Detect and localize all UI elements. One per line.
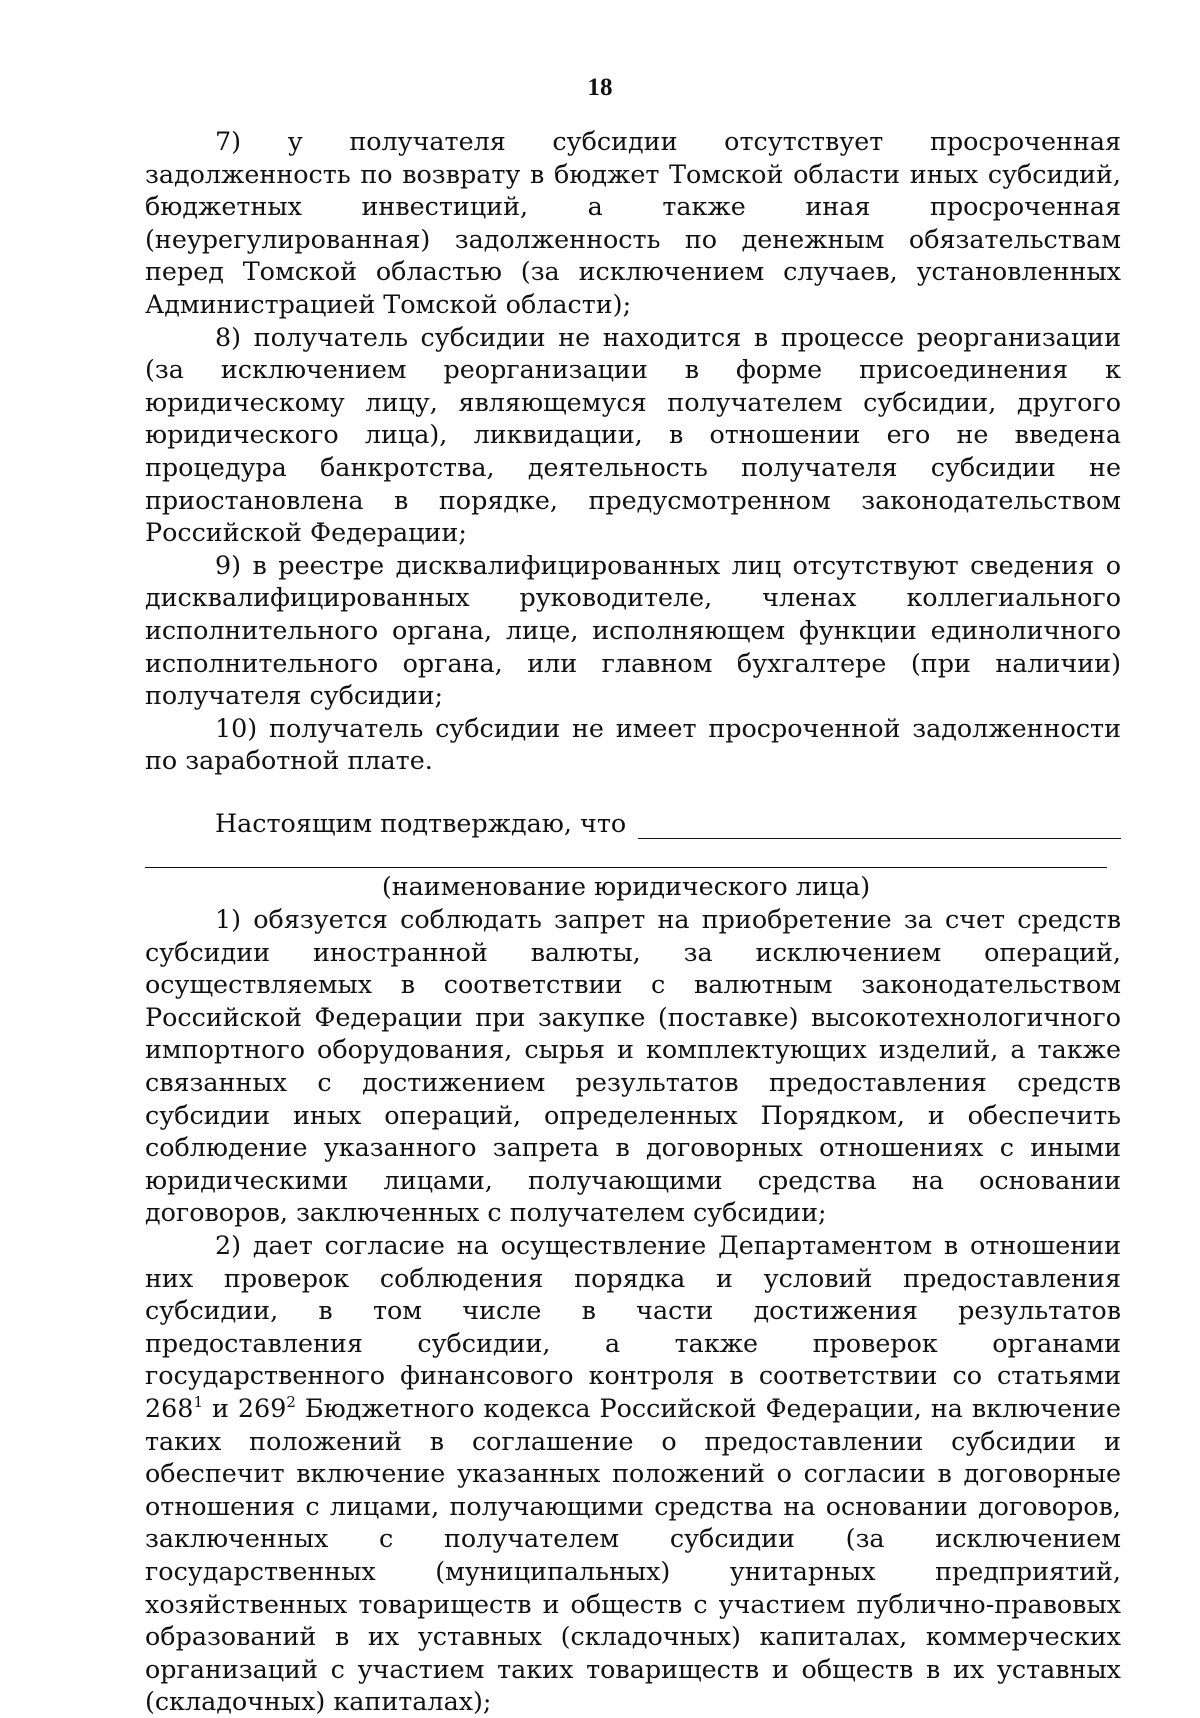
- article-269-superscript: 2: [286, 1392, 296, 1411]
- document-body: [145, 125, 1121, 1718]
- entity-name-blank-field[interactable]: [638, 812, 1121, 839]
- condition-item-9: 9) в реестре дисквалифицированных лиц отсутствуют сведения о дисквалифицированных руководителе, членах коллегиального исполнительного органа, лице, исполняющем функции единоличного исполнительного органа, или главном бухгалтере (при наличии) получателя субсидии;: [145, 549, 1121, 711]
- page-number: 18: [587, 74, 613, 101]
- obligation-item-1: 1) обязуется соблюдать запрет на приобретение за счет средств субсидии иностранной валюты, за исключением операций, осуществляемых в соответствии с валютным законодательством Российской Федерации при закупке (поставке) высокотехнологичного импортного оборудования, сырья и комплектующих изделий, а также связанных с достижением результатов предоставления средств субсидии иных операций, определенных Порядком, и обеспечить соблюдение указанного запрета в договорных отношениях с иными юридическими лицами, получающими средства на основании договоров, заключенных с получателем субсидии;: [145, 904, 1121, 1228]
- article-268: 268: [145, 1392, 194, 1423]
- obligation-item-2-text-b: Бюджетного кодекса Российской Федерации, на включение таких положений в соглашение о предоставлении субсидии и обеспечит включение указанных положений о согласии в договорные отношения с лицами, получающими средства на основании договоров, заключенных с получателем субсидии (за исключением государственных (муниципальных) унитарных предприятий, хозяйственных товариществ и обществ с участием публично-правовых образований в их уставных (складочных) капиталах, коммерческих организаций с участием таких товариществ и обществ в их уставных (складочных) капиталах);: [145, 1392, 1121, 1717]
- obligation-item-2-text-a: 2) дает согласие на осуществление Департаментом в отношении них проверок соблюдения порядка и условий предоставления субсидии, в том числе в части достижения результатов предоставления субсидии, а также проверок органами государственного финансового контроля в соответствии со статьями: [145, 1230, 1121, 1391]
- confirmation-line: [145, 807, 1121, 840]
- obligation-item-2: [145, 1229, 1121, 1718]
- article-268-superscript: 1: [193, 1392, 204, 1411]
- condition-item-8: 8) получатель субсидии не находится в процессе реорганизации (за исключением реорганизации в форме присоединения к юридическому лицу, являющемуся получателем субсидии, другого юридического лица), ликвидации, в отношении его не введена процедура банкротства, деятельность получателя субсидии не приостановлена в порядке, предусмотренном законодательством Российской Федерации;: [145, 321, 1121, 548]
- entity-name-blank-field-continued[interactable]: [145, 839, 1107, 868]
- conjunction: и: [203, 1392, 238, 1423]
- entity-name-caption: (наименование юридического лица): [381, 871, 871, 902]
- confirmation-lead: Настоящим подтверждаю, что: [215, 807, 627, 838]
- article-269: 269: [237, 1392, 287, 1423]
- condition-item-10: 10) получатель субсидии не имеет просроченной задолженности по заработной плате.: [145, 712, 1121, 776]
- confirmation-block: [145, 807, 1121, 903]
- condition-item-7: 7) у получателя субсидии отсутствует просроченная задолженность по возврату в бюджет Томской области иных субсидий, бюджетных инвестиций, а также иная просроченная (неурегулированная) задолженность по денежным обязательствам перед Томской областью (за исключением случаев, установленных Администрацией Томской области);: [145, 126, 1121, 319]
